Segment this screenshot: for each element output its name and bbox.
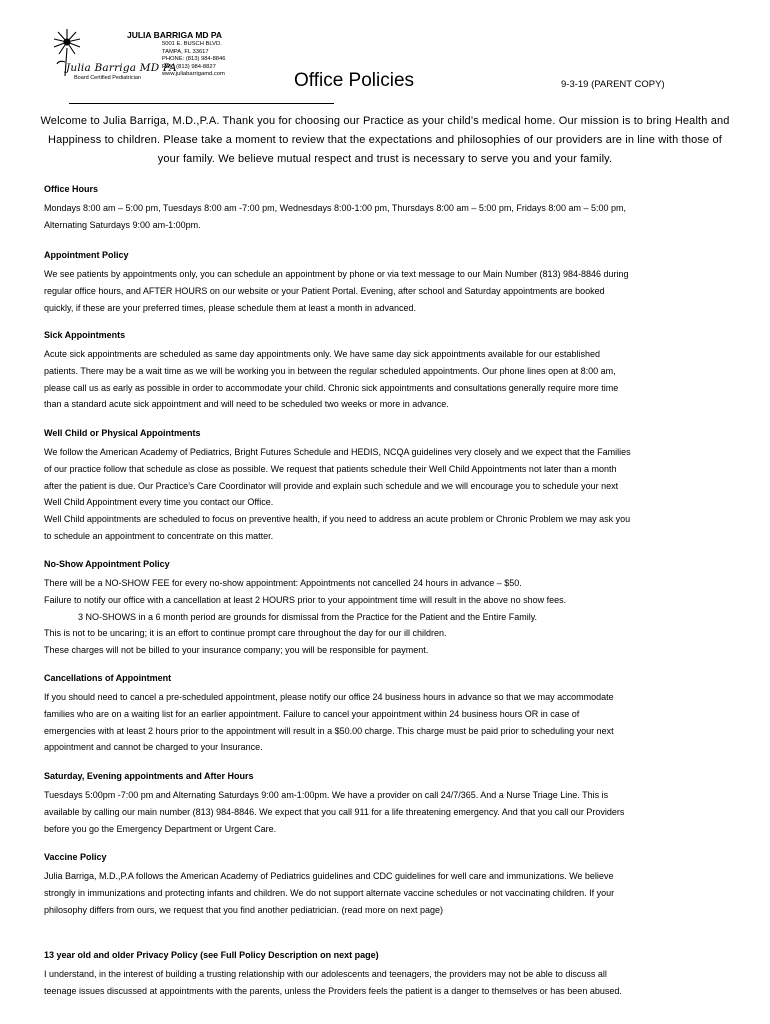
text-line: quickly, if these are your preferred times, please schedule them at least a month in advanced. [44,302,417,313]
practice-name: JULIA BARRIGA MD PA [127,30,223,40]
text-line: appointment and cannot be charged to your Insurance. [44,742,263,753]
practice-logo [52,28,252,84]
text-line: Julia Barriga, M.D.,P.A follows the American Academy of Pediatrics guidelines and CDC guidelines for well care and immunizations. We believe [44,871,614,881]
section-title: Office Hours [44,184,99,194]
text-line: Acute sick appointments are scheduled as same day appointments only. We have same day sick appointments available for our established [44,349,600,359]
text-line: to schedule an appointment to concentrate on this matter. [44,530,274,541]
section-title: No-Show Appointment Policy [44,559,170,569]
text-line: These charges will not be billed to your insurance company; you will be responsible for payment. [44,645,429,656]
text-line: philosophy differs from ours, we request that you find another pediatrician. (read more on next page) [44,904,444,915]
address-line: 5001 E. BUSCH BLVD. [162,41,222,47]
section-appointment-policy [44,250,734,316]
text-line: please call us as early as possible in order to accommodate your child. Chronic sick appointments and consultations generally require more time [44,382,619,393]
section-cancellations [44,673,734,756]
section-saturday-after-hours [44,771,734,837]
text-line: strongly in immunizations and protecting infants and children. We do not support alternate vaccine schedules or not vaccinating children. If your [44,887,615,898]
text-line: 3 NO-SHOWS in a 6 month period are grounds for dismissal from the Practice for the Patient and the Entire Family. [78,611,538,622]
text-line: available by calling our main number (813) 984-8846. We expect that you call 911 for a life threatening emergency. And that you call our Providers [44,806,625,817]
section-body [44,346,734,413]
phone-line: PHONE: (813) 984-8846 [162,56,226,62]
logo-underline [69,103,334,104]
practice-address [162,41,225,79]
text-line: We follow the American Academy of Pediatrics, Bright Futures Schedule and HEDIS, NCQA guidelines very closely and we expect that the Families [44,447,631,457]
section-title: Cancellations of Appointment [44,673,172,683]
section-vaccine-policy [44,852,734,918]
section-title: 13 year old and older Privacy Policy (see Full Policy Description on next page) [44,950,379,960]
text-line: of our practice follow that schedule as close as possible. We request that patients schedule their Well Child Appointments not later than a month [44,463,617,474]
section-title: Saturday, Evening appointments and After Hours [44,771,254,781]
text-line: Well Child Appointment every time you contact our Office. [44,497,274,508]
text-line: families who are on a waiting list for an earlier appointment. Failure to cancel your appointment within 24 business hours OR in case of [44,708,580,719]
text-line: We see patients by appointments only, you can schedule an appointment by phone or via text message to our Main Number (813) 984-8846 during [44,269,629,279]
page-title: Office Policies [294,70,415,91]
text-line: If you should need to cancel a pre-scheduled appointment, please notify our office 24 business hours in advance so that we may accommodate [44,692,614,702]
text-line: before you go the Emergency Department or Urgent Care. [44,823,277,834]
section-body [44,689,734,756]
logo-tagline: Board Certified Pediatrician [74,75,141,81]
text-line: Mondays 8:00 am – 5:00 pm, Tuesdays 8:00 am -7:00 pm, Wednesdays 8:00-1:00 pm, Thursdays 8:00 am – 5:00 pm, Fridays 8:00 am – 5:00 pm, [44,203,626,213]
text-line: after the patient is due. Our Practice’s Care Coordinator will provide and explain such schedule and we will encourage you to schedule your next [44,480,619,491]
section-privacy-policy [44,950,734,1000]
section-no-show [44,559,734,659]
section-body [44,787,734,837]
logo-script-text: Julia Barriga MD PA [66,62,177,74]
text-line: than a standard acute sick appointment and will need to be scheduled two weeks or more in advance. [44,399,449,410]
text-line: teenage issues discussed at appointments with the parents, unless the Providers feels the patient is a danger to themselves or has been abused. [44,985,622,996]
text-line: There will be a NO-SHOW FEE for every no-show appointment: Appointments not cancelled 24 hours in advance – $50. [44,578,522,588]
section-title: Sick Appointments [44,330,126,340]
section-office-hours [44,184,734,234]
text-line: emergencies with at least 2 hours prior to the appointment will result in a $50.00 charge. This charge must be paid prior to scheduling your next [44,725,614,736]
text-line: Well Child appointments are scheduled to focus on preventive health, if you need to address an acute problem or Chronic Problem we may ask you [44,514,631,525]
website-line: www.juliabarrigamd.com [162,71,225,77]
section-title: Appointment Policy [44,250,129,260]
fax-line: FAX: (813) 984-8827 [162,63,216,70]
section-body [44,575,734,659]
section-body [44,444,734,545]
text-line: patients. There may be a wait time as we will be working you in between the regular scheduled appointments. Our phone lines open at 8:00 am, [44,365,616,376]
text-line: Failure to notify our office with a cancellation at least 2 HOURS prior to your appointment time will result in the above no show fees. [44,594,567,605]
section-sick-appointments [44,330,734,413]
section-title: Vaccine Policy [44,852,107,862]
text-line: I understand, in the interest of building a trusting relationship with our adolescents and teenagers, the providers may not be able to discuss all [44,969,607,979]
section-body [44,266,734,316]
section-body [44,200,734,234]
text-line: Tuesdays 5:00pm -7:00 pm and Alternating Saturdays 9:00 am-1:00pm. We have a provider on call 24/7/365. And a Nurse Triage Line. This is [44,790,609,800]
section-title: Well Child or Physical Appointments [44,428,201,438]
address-line: TAMPA, FL 33617 [162,48,209,55]
text-line: This is not to be uncaring; it is an effort to continue prompt care throughout the day for our ill children. [44,628,447,639]
section-body [44,966,734,1000]
document-date: 9-3-19 (PARENT COPY) [561,79,665,90]
text-line: Alternating Saturdays 9:00 am-1:00pm. [44,219,201,230]
section-body [44,868,734,918]
text-line: regular office hours, and AFTER HOURS on our website or your Patient Portal. Evening, after school and Saturday appointments are booked [44,285,605,296]
intro-paragraph: Welcome to Julia Barriga, M.D.,P.A. Thank you for choosing our Practice as your child’s medical home. Our mission is to bring Health and Happiness to children. Please take a moment to review that the expectations and philosophies of our providers are in line with those of your family. We believe mutual respect and trust is necessary to serve you and your family. [40,115,730,165]
section-well-child [44,428,734,545]
